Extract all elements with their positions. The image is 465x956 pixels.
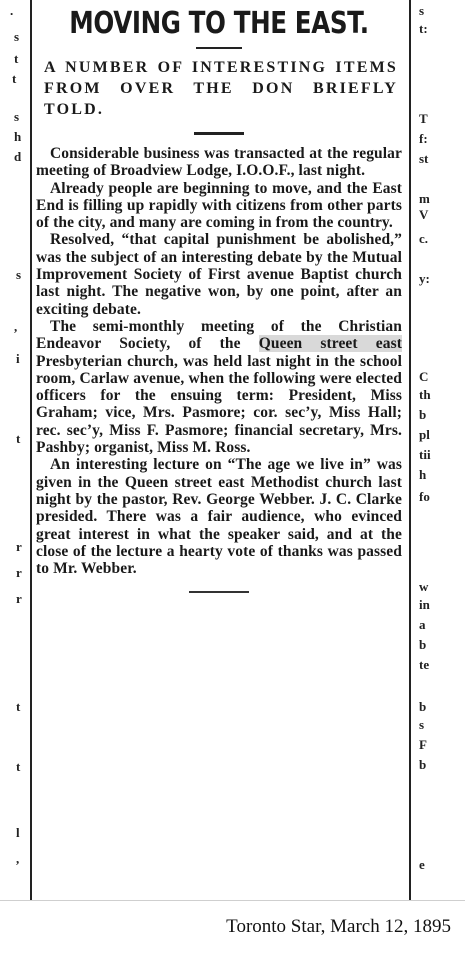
right-fragment: F <box>419 737 427 752</box>
right-fragment: c. <box>419 231 429 246</box>
article-subhead: A NUMBER OF INTERESTING ITEMS FROM OVER THE DON BRIEFLY TOLD. <box>44 59 398 118</box>
right-fragment: w <box>419 579 429 594</box>
left-fragment: . <box>10 3 14 18</box>
left-fragment: s <box>16 267 22 282</box>
right-fragment: st <box>419 151 429 166</box>
left-fragment: t <box>16 431 21 446</box>
right-fragment: b <box>419 699 427 714</box>
paragraph-lecture: An interesting lecture on “The age we live in” was given in the Queen street east Methodist church last night by the pastor, Rev. George Webber. J. C. Clarke presided. There was a fair audience, who evinced great interest in what the speaker said, and at the close of the lecture a hearty vote of thanks was passed to Mr. Webber. <box>36 456 402 578</box>
right-fragment: h <box>419 467 427 482</box>
left-fragment: r <box>16 591 22 606</box>
left-fragment: t <box>12 71 17 86</box>
right-fragment: e <box>419 857 425 872</box>
left-fragment: i <box>16 351 20 366</box>
left-fragment: s <box>14 29 20 44</box>
right-fragment: in <box>419 597 430 612</box>
left-fragment: r <box>16 565 22 580</box>
right-fragment: te <box>419 657 430 672</box>
left-column-strip <box>0 0 32 900</box>
left-fragment: r <box>16 539 22 554</box>
right-fragment: b <box>419 757 427 772</box>
left-fragment: l <box>16 825 20 840</box>
right-fragment: pl <box>419 427 430 442</box>
right-fragment: th <box>419 387 431 402</box>
right-fragment: a <box>419 617 426 632</box>
left-fragment: h <box>14 129 22 144</box>
right-fragment: s <box>419 717 425 732</box>
paragraph-text: Presbyterian church, was held last night in the school room, Carlaw avenue, when the following were elected officers for the ensuing term: President, Miss Graham; vice, Mrs. Pasmore; cor. sec’y, Miss Hall; rec. sec’y, Miss F. Pasmore; financial secretary, Mrs. Pashby; organist, Miss M. Ross. <box>36 352 402 457</box>
article-end-rule <box>189 591 249 593</box>
subhead-rule <box>194 132 244 135</box>
right-fragment: T <box>419 111 428 126</box>
right-fragment: C <box>419 369 429 384</box>
right-fragment: V <box>419 207 429 222</box>
right-fragment: b <box>419 407 427 422</box>
paragraph-broadview-lodge: Considerable business was transacted at the regular meeting of Broadview Lodge, I.O.O.F., last night. <box>36 145 402 180</box>
paragraph-debate: Resolved, “that capital punishment be abolished,” was the subject of an interesting debate by the Mutual Improvement Society of First avenue Baptist church last night. The negative won, by one point, after an exciting debate. <box>36 231 402 318</box>
left-fragment: d <box>14 149 22 164</box>
right-fragment: f: <box>419 131 428 146</box>
left-fragment: t <box>16 699 21 714</box>
right-fragment: fo <box>419 489 430 504</box>
right-fragment: m <box>419 191 430 206</box>
article-headline: MOVING TO THE EAST. <box>69 6 369 41</box>
left-fragment: , <box>14 319 18 334</box>
left-fragment: t <box>16 759 21 774</box>
right-fragment: t: <box>419 21 428 36</box>
left-fragment: t <box>14 51 19 66</box>
right-fragment: s <box>419 3 425 18</box>
paragraph-east-end: Already people are beginning to move, and the East End is filling up rapidly with citizens from other parts of the city, and many are coming in from the country. <box>36 179 402 232</box>
news-article <box>36 0 402 900</box>
left-fragment: s <box>14 109 20 124</box>
right-fragment: b <box>419 637 427 652</box>
headline-rule <box>196 47 242 49</box>
left-fragment: , <box>16 851 20 866</box>
right-column-strip <box>409 0 465 900</box>
caption-divider <box>0 900 465 901</box>
image-caption: Toronto Star, March 12, 1895 <box>226 916 451 937</box>
right-fragment: y: <box>419 271 430 286</box>
paragraph-text: The semi-monthly meeting of the Christian Endeavor Society, of the <box>36 317 402 353</box>
right-fragment: tii <box>419 447 431 462</box>
highlighted-phrase: Queen street east <box>258 335 402 353</box>
paragraph-christian-endeavor <box>36 318 402 456</box>
